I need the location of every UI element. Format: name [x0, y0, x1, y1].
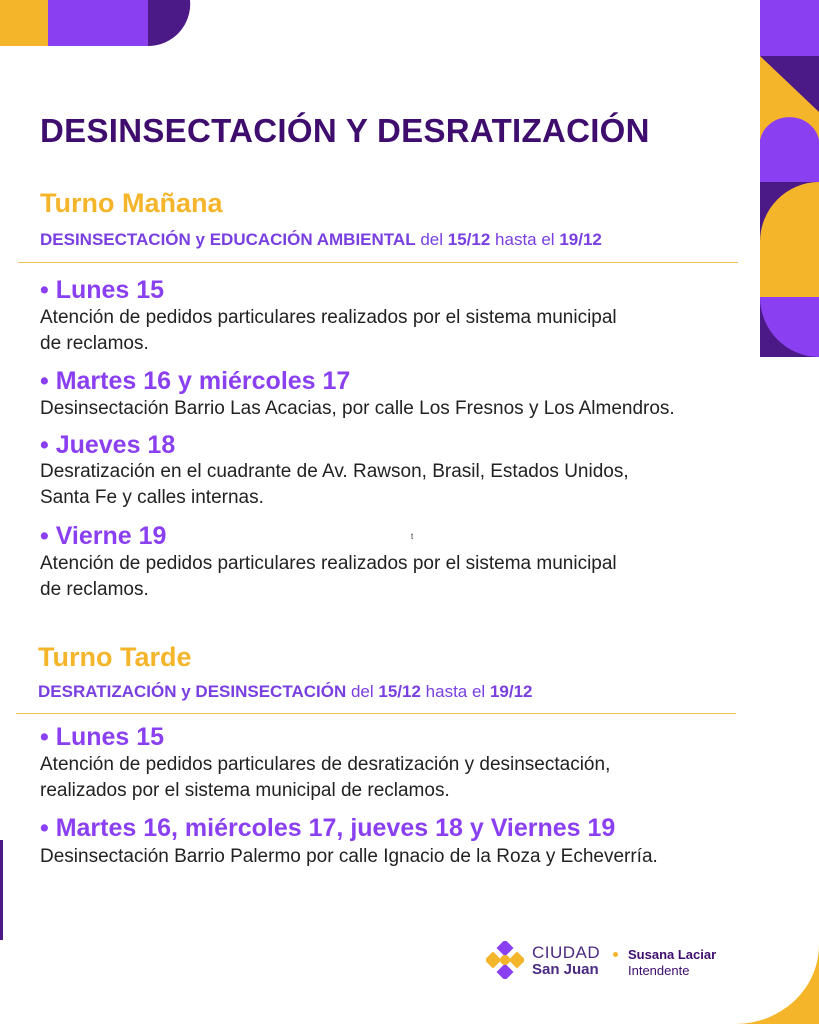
- desc-line: de reclamos.: [40, 579, 149, 600]
- morning-day-4: • Vierne 19: [40, 522, 167, 550]
- ciudad-san-juan-logo-icon: [486, 941, 524, 979]
- logo-text-ciudad: CIUDAD: [532, 943, 601, 962]
- desc-line: de reclamos.: [40, 333, 149, 354]
- desc-line: Desinsectación Barrio Palermo por calle Ignacio de la Roza y Echeverría.: [40, 846, 658, 867]
- morning-sub-bold: DESINSECTACIÓN y EDUCACIÓN AMBIENTAL: [40, 230, 416, 249]
- right-edge-decoration: [760, 0, 819, 360]
- afternoon-sub-from: del: [350, 682, 374, 701]
- logo-text-san-juan: San Juan: [532, 961, 599, 978]
- footer-logo: [486, 941, 746, 981]
- desc-line: Atención de pedidos particulares realizados por el sistema municipal: [40, 307, 617, 328]
- morning-desc-1: [40, 305, 617, 357]
- mayor-name: Susana Laciar: [628, 947, 717, 962]
- morning-sub-to: hasta el: [495, 230, 555, 249]
- mayor-role: Intendente: [628, 963, 690, 978]
- morning-desc-2: [40, 396, 675, 422]
- afternoon-sub-end: 19/12: [489, 682, 533, 701]
- afternoon-subline: [38, 682, 533, 702]
- morning-day-1: • Lunes 15: [40, 276, 165, 304]
- afternoon-divider: [16, 713, 736, 714]
- morning-day-3: • Jueves 18: [40, 431, 176, 459]
- desc-line: Santa Fe y calles internas.: [40, 487, 264, 508]
- top-left-decoration: [0, 0, 200, 46]
- morning-sub-from: del: [420, 230, 444, 249]
- afternoon-sub-start: 15/12: [378, 682, 421, 701]
- afternoon-day-2: • Martes 16, miércoles 17, jueves 18 y Viernes 19: [40, 814, 616, 842]
- morning-desc-4: [40, 551, 617, 603]
- afternoon-day-1: • Lunes 15: [40, 723, 165, 751]
- bottom-right-decoration: [735, 945, 819, 1024]
- desc-line: Atención de pedidos particulares de desratización y desinsectación,: [40, 754, 611, 775]
- morning-desc-3: [40, 459, 629, 511]
- morning-heading: Turno Mañana: [40, 188, 223, 218]
- afternoon-heading: Turno Tarde: [38, 642, 192, 672]
- logo-separator-dot: [613, 952, 618, 957]
- morning-sub-end: 19/12: [559, 230, 602, 249]
- stray-mark: t: [411, 532, 414, 541]
- desc-line: realizados por el sistema municipal de reclamos.: [40, 780, 450, 801]
- page-title: DESINSECTACIÓN Y DESRATIZACIÓN: [40, 112, 650, 149]
- morning-subline: [40, 230, 602, 250]
- afternoon-sub-to: hasta el: [425, 682, 486, 701]
- afternoon-desc-2: [40, 844, 658, 870]
- desc-line: Desratización en el cuadrante de Av. Rawson, Brasil, Estados Unidos,: [40, 461, 629, 482]
- morning-day-2: • Martes 16 y miércoles 17: [40, 367, 351, 395]
- afternoon-desc-1: [40, 752, 610, 804]
- left-edge-line: [0, 840, 3, 940]
- desc-line: Desinsectación Barrio Las Acacias, por calle Los Fresnos y Los Almendros.: [40, 398, 675, 419]
- desc-line: Atención de pedidos particulares realizados por el sistema municipal: [40, 553, 617, 574]
- morning-divider: [18, 262, 738, 263]
- morning-sub-start: 15/12: [447, 230, 491, 249]
- afternoon-sub-bold: DESRATIZACIÓN y DESINSECTACIÓN: [38, 682, 347, 701]
